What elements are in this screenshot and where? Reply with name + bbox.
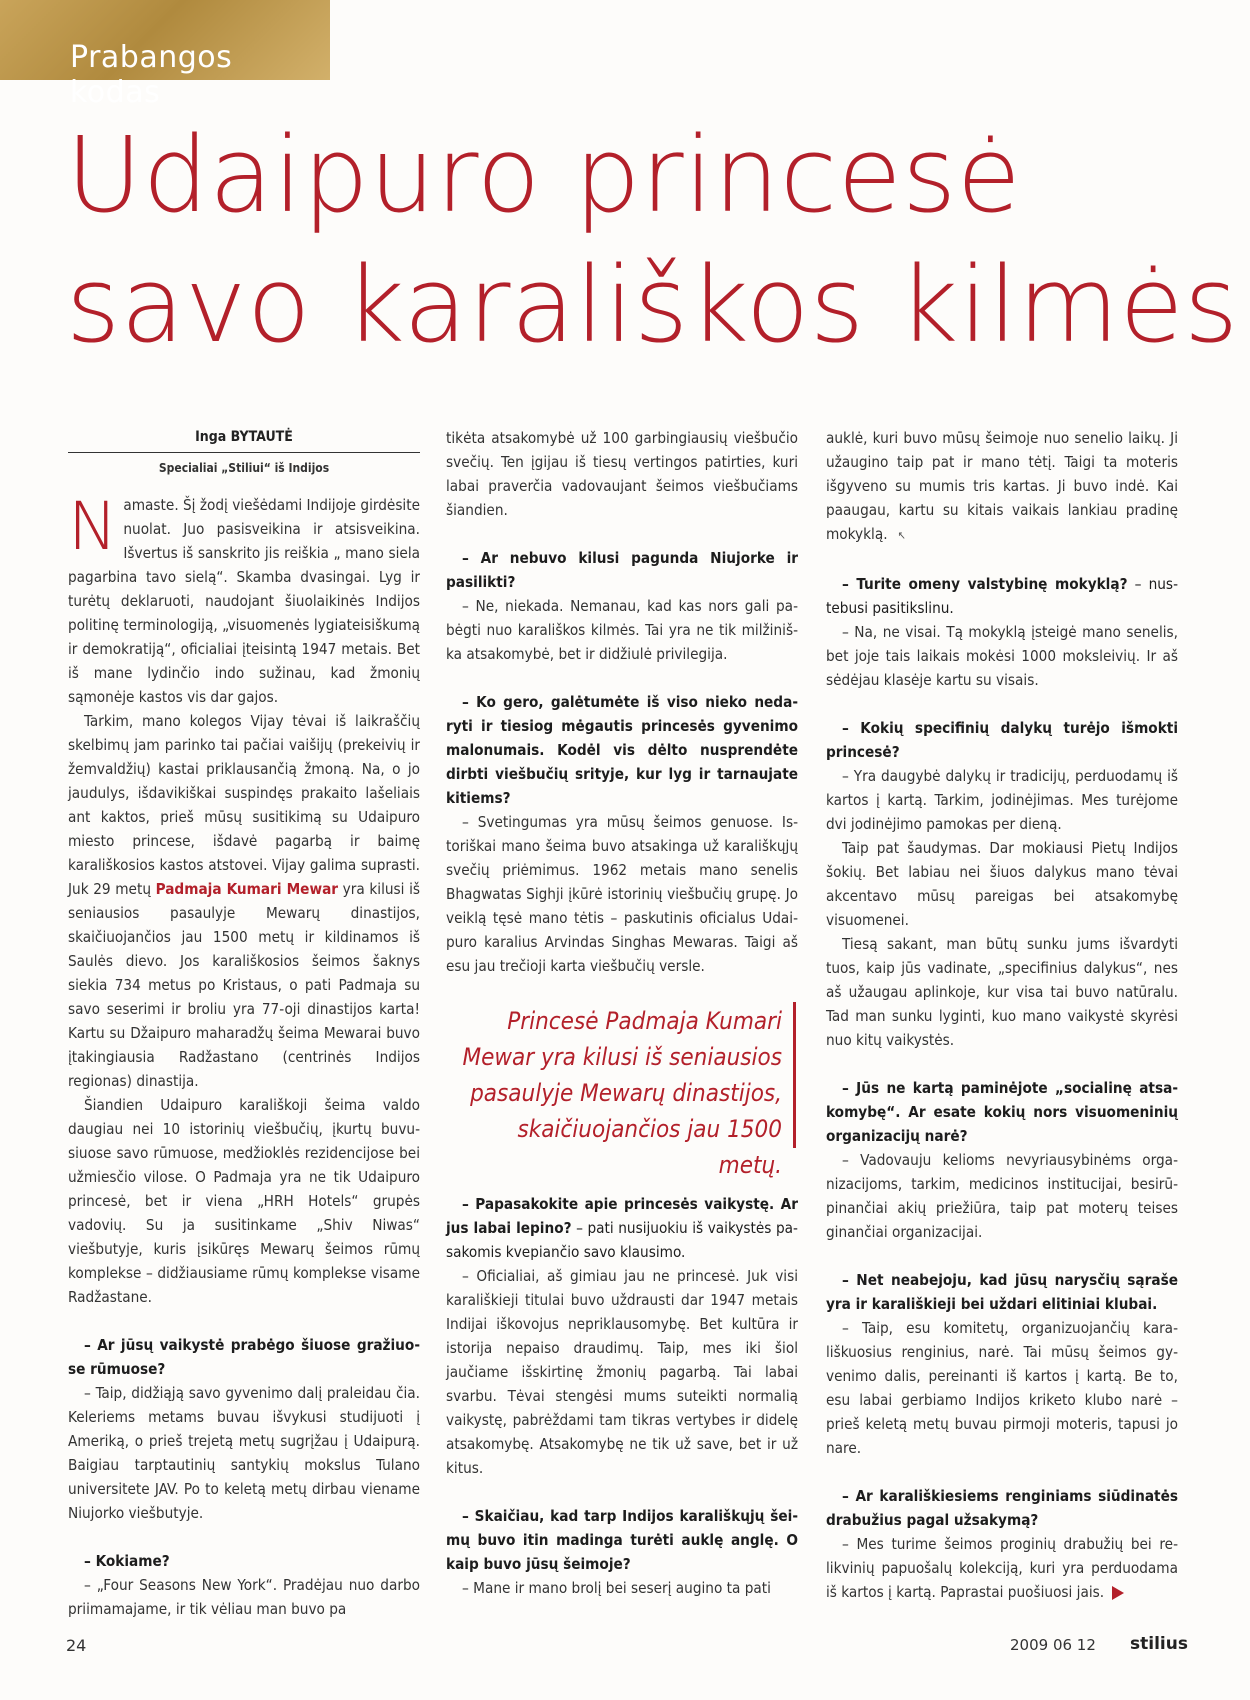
byline-divider xyxy=(68,452,420,453)
section-title: Prabangos kodas xyxy=(70,40,233,110)
interview-answer: – Na, ne visai. Tą mokyklą įsteigė mano senelis, bet joje tais laikais mokėsi 1000 moksleivių. Ir aš sėdėjau klasėje kartu su visais. xyxy=(826,623,1178,689)
question-text: – Turite omeny valstybinę mokyklą? xyxy=(842,575,1128,593)
interview-question xyxy=(826,572,1178,620)
interview-question: – Net neabejoju, kad jūsų narysčių sąraše yra ir karališkieji bei uždari elitiniai klubai. xyxy=(826,1271,1178,1313)
interview-answer: – Ne, niekada. Nemanau, kad kas nors gali pabėgti nuo karališkos kilmės. Tai yra ne tik milžiniška atsakomybė, bet ir didžiulė privilegija. xyxy=(446,597,798,663)
interview-answer: – Yra daugybė dalykų ir tradicijų, perduodamų iš kartos į kartą. Tarkim, jodinėjimas. Mes turėjome dvi jodinėjimo pamokas per dieną. xyxy=(826,767,1178,833)
interview-question: – Ar jūsų vaikystė prabėgo šiuose gražiuose rūmuose? xyxy=(68,1336,420,1378)
cursor-icon: ↖ xyxy=(897,529,906,542)
drop-cap: N xyxy=(68,488,118,565)
answer-text: auklė, kuri buvo mūsų šeimoje nuo senelio laikų. Ji užaugino taip pat ir mano tėtį. Taigi ta moteris išgyveno su mumis tris kartas. Ji buvo indė. Kai paaugau, kartu su kitais vaikais lankiau pradinę mokyklą. xyxy=(826,429,1178,543)
issue-date: 2009 06 12 xyxy=(1010,1636,1096,1654)
page-number: 24 xyxy=(66,1636,87,1655)
interview-question: – Ar karališkiesiems renginiams siūdinatės drabužius pagal užsakymą? xyxy=(826,1487,1178,1529)
interview-question: – Ar nebuvo kilusi pagunda Niujorke ir pasilikti? xyxy=(446,549,798,591)
interview-answer: – Svetingumas yra mūsų šeimos genuose. Istoriškai mano šeima buvo atsakinga už karališkųjų svečių priėmimus. 1962 metais mano senelis Bhagwatas Sighji įkūrė istorinių viešbučių grupę. Jo veiklą tęsė mano tėtis – paskutinis oficialus Udaipuro karalius Arvindas Singhas Mewaras. Taigi aš esu jau trečioji karta viešbučių versle. xyxy=(446,813,798,975)
question-text: – Papasakokite apie princesės vaikystę. Ar jus labai lepino? xyxy=(446,1195,798,1237)
interview-question: – Ko gero, galėtumėte iš viso nieko nedaryti ir tiesiog mėgautis princesės gyvenimo malonumais. Kodėl vis dėlto nusprendėte dirbti viešbučių srityje, kur lyg ir tarnaujate kitiems? xyxy=(446,693,798,807)
intro-text: amaste. Šį žodį viešėdami Indijoje girdėsite nuolat. Juo pasisveikina ir atsisveikina. Išvertus iš sanskrito jis reiškia „ mano siela pagarbina tavo sielą“. Skamba dvasingai. Lyg ir turėtų deklaruoti, naudojant šiuolaikinės Indijos politinę terminologiją, „visuomenės lygiateisiškumą ir demokratiją“, oficialiai įteisintą 1947 metais. Bet iš mane lydinčio indo sužinau, kad žmonių sąmonėje kastos vis dar gajos. xyxy=(68,496,420,706)
continue-arrow-icon xyxy=(1112,1586,1124,1600)
magazine-name: stilius xyxy=(1130,1634,1188,1654)
byline-credit: Specialiai „Stiliui“ iš Indijos xyxy=(158,461,330,475)
byline-author: Inga BYTAUTĖ xyxy=(195,429,293,445)
headline xyxy=(66,110,1239,370)
interview-answer: – Taip, esu komitetų, organizuojančių karališkuosius renginius, narė. Tai mūsų šeimos gyvenimo dalis, pereinanti iš kartos į kartą. Be to, esu labai gerbiamo Indijos kriketo klubo narė – prieš keletą metų buvau pirmoji moteris, tapusi jo nare. xyxy=(826,1319,1178,1457)
article-column-1 xyxy=(68,426,420,1621)
body-paragraph: Šiandien Udaipuro karališkoji šeima valdo daugiau nei 10 istorinių viešbučių, įkurtų buvusiuose savo rūmuose, medžioklės rezidencijose bei užmiesčio vilose. O Padmaja yra ne tik Udaipuro princesė, bet ir viena „HRH Hotels“ grupės vadovių. Su ja susitinkame „Shiv Niwas“ viešbutyje, kuris įsikūręs Mewarų šeimos rūmų komplekse – didžiausiame rūmų komplekse visame Radžastane. xyxy=(68,1096,420,1306)
article-column-3 xyxy=(826,426,1178,1604)
question-aside: – pati nusijuokiu iš vaikystės pasakomis kvepiančio savo klausimo. xyxy=(446,1219,798,1261)
interview-question: – Kokių specifinių dalykų turėjo išmokti princesė? xyxy=(826,719,1178,761)
highlight-name: Padmaja Kumari Mewar xyxy=(155,880,339,898)
headline-line-1: Udaipuro princesė xyxy=(66,114,1022,236)
body-text: yra kilusi iš seniausios pasaulyje Mewarų dinastijos, skaičiuojančios jau 1500 metų ir kildinamos iš Saulės dievo. Jos karališkosios šeimos šaknys siekia 734 metus po Kristaus, o pati Padmaja su savo seserimi ir broliu yra 77-oji dinastijos karta! Kartu su Džaipuro maharadžų šeima Mewarai buvo įtakingiausia Radžastano (centrinės Indijos regionas) dinastija. xyxy=(68,880,420,1090)
interview-answer: Tiesą sakant, man būtų sunku jums išvardyti tuos, kaip jūs vadinate, „specifinius dalykus“, nes aš užaugau aplinkoje, kur visa tai buvo natūralu. Tad man sunku lyginti, kuo mano vaikystė skyrėsi nuo kitų vaikystės. xyxy=(826,935,1178,1049)
interview-answer: – Oficialiai, aš gimiau jau ne princesė. Juk visi karališkieji titulai buvo uždrausti dar 1947 metais Indijai iškovojus nepriklausomybę. Bet kultūra ir istorija nepaiso draudimų. Taip, mes iki šiol jaučiame išskirtinę žmonių pagarbą. Tai labai svarbu. Tėvai stengėsi mums suteikti normalią vaikystę, pabrėždami tam tikras vertybes ir didelę atsakomybę. Atsakomybę ne tik už save, bet ir už kitus. xyxy=(446,1267,798,1477)
interview-answer xyxy=(826,1532,1178,1604)
body-paragraph xyxy=(68,709,420,1093)
interview-answer: Taip pat šaudymas. Dar mokiausi Pietų Indijos šokių. Bet labiau nei šiuos dalykus mano tėvai akcentavo mūsų pareigas bei atsakomybę visuomenei. xyxy=(826,839,1178,929)
pull-quote: Princesė Padmaja Kumari Mewar yra kilusi iš seniausios pasaulyje Mewarų dinastijos, skaičiuojančios jau 1500 metų. xyxy=(462,1007,782,1179)
interview-answer: – Mane ir mano brolį bei seserį augino ta pati xyxy=(462,1579,771,1597)
section-tag xyxy=(0,0,330,110)
interview-answer xyxy=(826,426,1178,548)
interview-answer: – Taip, didžiąją savo gyvenimo dalį praleidau čia. Keleriems metams buvau išvykusi studijuoti į Ameriką, o prieš trejetą metų sugrįžau į Udaipurą. Baigiau tarptautinių santykių mokslus Tulano universitete JAV. Po to keletą metų dirbau viename Niujorko viešbutyje. xyxy=(68,1384,420,1522)
intro-paragraph xyxy=(68,488,420,709)
interview-question xyxy=(446,1192,798,1264)
interview-answer: tikėta atsakomybė už 100 garbingiausių viešbučio svečių. Ten įgijau iš tiesų vertingos patirties, kuri labai praverčia vadovaujant šeimos viešbučiams šiandien. xyxy=(446,429,798,519)
interview-answer: – „Four Seasons New York“. Pradėjau nuo darbo priimamajame, ir tik vėliau man buvo pa xyxy=(68,1576,420,1618)
headline-line-2: savo karališkos kilmės xyxy=(66,244,1239,366)
question-aside: – nustebusi pasitikslinu. xyxy=(826,575,1178,617)
interview-question: – Skaičiau, kad tarp Indijos karališkųjų šeimų buvo itin madinga turėti auklę anglę. O kaip buvo jūsų šeimoje? xyxy=(446,1507,798,1573)
interview-question: – Jūs ne kartą paminėjote „socialinę atsakomybę“. Ar esate kokių nors visuomeninių organizacijų narė? xyxy=(826,1079,1178,1145)
interview-answer: – Vadovauju kelioms nevyriausybinėms organizacijoms, tarkim, medicinos institucijai, besirūpinančiai akių priežiūra, taip pat moterų teises ginančiai organizacijai. xyxy=(826,1151,1178,1241)
interview-question: – Kokiame? xyxy=(84,1552,170,1570)
body-text: Tarkim, mano kolegos Vijay tėvai iš laikraščių skelbimų jam parinko tai pačiai vaišijų (prekeivių ir žemvaldžių) kastai priklausančią žmoną. Na, o jo jaudulys, išdavikiškai suspindęs prakaito lašeliais ant kaktos, prieš mūsų susitikimą su Udaipuro miesto princese, išdavė pagarbą ir baimę karališkosios kastos atstovei. Vijay galima suprasti. Juk 29 metų xyxy=(68,712,420,898)
answer-text: – Mes turime šeimos proginių drabužių bei relikvinių papuošalų kolekciją, kuri yra perduodama iš kartos į kartą. Paprastai puošiuosi jais. xyxy=(826,1535,1178,1601)
pull-quote-rule xyxy=(793,1002,796,1148)
